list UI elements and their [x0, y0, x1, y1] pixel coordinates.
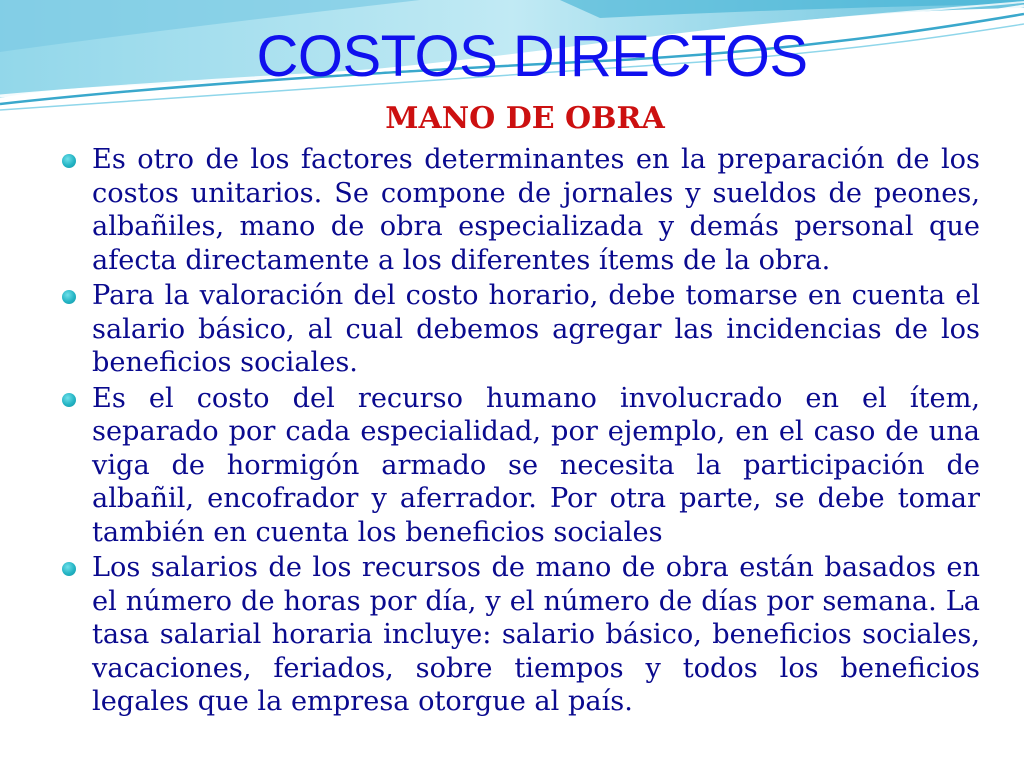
- slide-subtitle: MANO DE OBRA: [385, 101, 665, 136]
- bullet-item: [60, 551, 980, 719]
- bullet-text: Es el costo del recurso humano involucrado en el ítem, separado por cada especialidad, por ejemplo, en el caso de una viga de hormigón armado se necesita la participación de albañil, encofrador y aferrador. Por otra parte, se debe tomar también en cuenta los beneficios sociales: [92, 382, 980, 548]
- bullet-dot-icon: [62, 393, 76, 407]
- bullet-dot-icon: [62, 562, 76, 576]
- slide-title: COSTOS DIRECTOS: [256, 24, 808, 89]
- bullet-dot-icon: [62, 154, 76, 168]
- bullet-item: [60, 382, 980, 550]
- bullet-text: Para la valoración del costo horario, debe tomarse en cuenta el salario básico, al cual debemos agregar las incidencias de los beneficios sociales.: [92, 280, 980, 378]
- bullet-list: [60, 143, 980, 721]
- bullet-text: Los salarios de los recursos de mano de obra están basados en el número de horas por día, y el número de días por semana. La tasa salarial horaria incluye: salario básico, beneficios sociales, vacaciones, feriados, sobre tiempos y todos los beneficios legales que la empresa otorgue al país.: [92, 552, 980, 717]
- bullet-item: [60, 143, 980, 277]
- bullet-item: [60, 279, 980, 380]
- bullet-text: Es otro de los factores determinantes en la preparación de los costos unitarios. Se compone de jornales y sueldos de peones, albañiles, mano de obra especializada y demás personal que afecta directamente a los diferentes ítems de la obra.: [92, 144, 980, 276]
- bullet-dot-icon: [62, 290, 76, 304]
